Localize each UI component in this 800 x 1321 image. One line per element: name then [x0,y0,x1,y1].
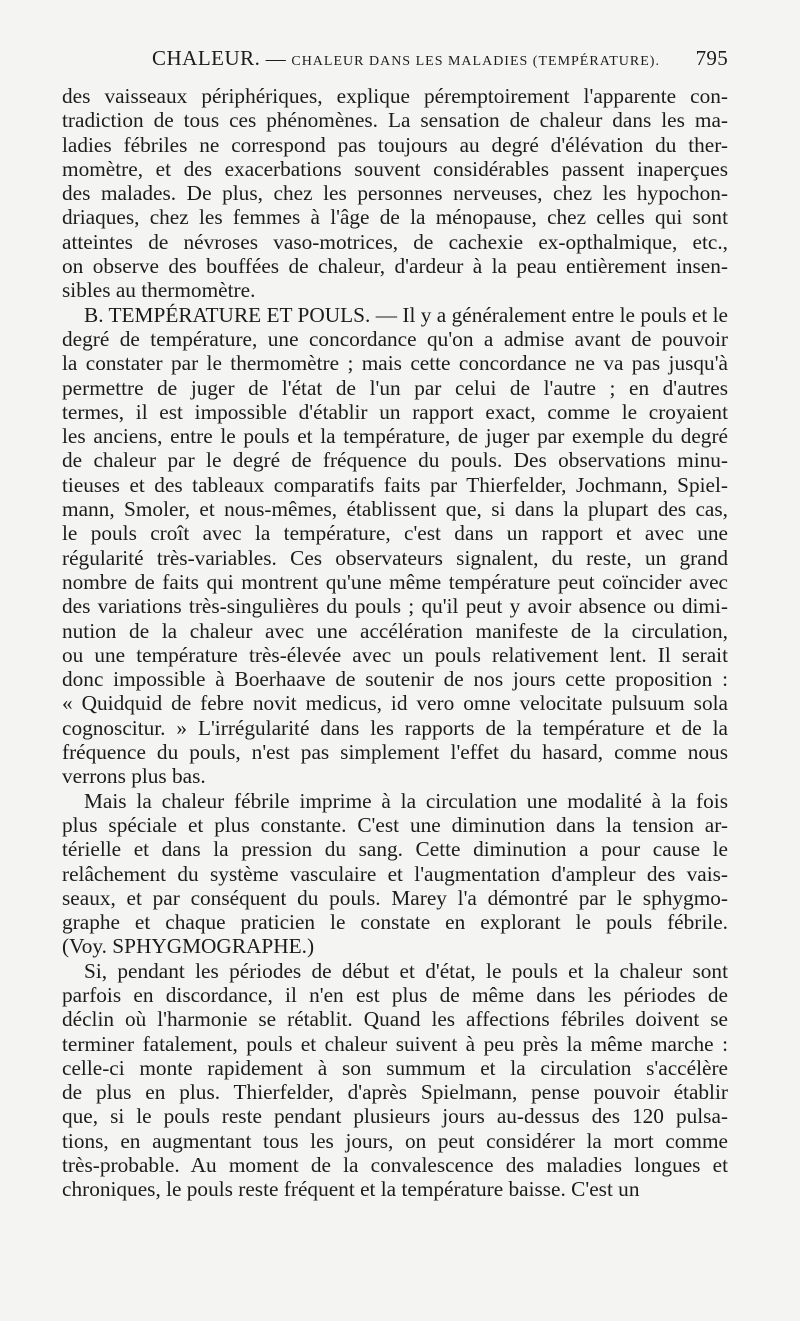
text-line: le pouls croît avec la température, c'est dans un rapport et avec une [62,521,728,546]
text-line: on observe des bouffées de chaleur, d'ardeur à la peau entièrement insen- [62,254,728,279]
text-line: nution de la chaleur avec une accélération manifeste de la circulation, [62,618,728,643]
running-title-sub: CHALEUR DANS LES MALADIES (TEMPÉRATURE). [291,54,660,69]
text-line: tradiction de tous ces phénomènes. La sensation de chaleur dans les ma- [62,108,728,133]
text-line: (Voy. SPHYGMOGRAPHE.) [62,934,315,959]
text-line: ou une température très-élevée avec un pouls relativement lent. Il serait [62,642,728,667]
text-line: les anciens, entre le pouls et la température, de juger par exemple du degré [62,424,728,449]
text-line: nombre de faits qui montrent qu'une même température peut coïncider avec [62,569,728,594]
text-line: des vaisseaux périphériques, explique péremptoirement l'apparente con- [62,84,728,108]
text-line: permettre de juger de l'état de l'un par celui de l'autre ; en d'autres [62,375,728,400]
text-line: la constater par le thermomètre ; mais cette concordance ne va pas jusqu'à [62,351,728,376]
text-line: tieuses et des tableaux comparatifs faits par Thierfelder, Jochmann, Spiel- [62,472,728,497]
text-line: graphe et chaque praticien le constate en explorant le pouls fébrile. [62,910,728,935]
text-line: de chaleur par le degré de fréquence du pouls. Des observations minu- [62,448,728,473]
text-line: ladies fébriles ne correspond pas toujours au degré d'élévation du ther- [62,132,728,157]
text-line: fréquence du pouls, n'est pas simplement l'effet du hasard, comme nous [62,740,728,765]
text-line: « Quidquid de febre novit medicus, id vero omne velocitate pulsuum sola [62,691,728,716]
text-line: Mais la chaleur fébrile imprime à la circulation une modalité à la fois [84,788,728,813]
text-line: seaux, et par conséquent du pouls. Marey l'a démontré par le sphygmo- [62,885,728,910]
running-header [62,46,728,76]
text-line: donc impossible à Boerhaave de soutenir de nos jours cette proposition : [62,667,728,692]
text-line: momètre, et des exacerbations souvent considérables passent inaperçues [62,156,728,181]
text-line: térielle et dans la pression du sang. Cette diminution a pour cause le [62,837,728,862]
text-line: mann, Smoler, et nous-mêmes, établissent que, si dans la plupart des cas, [62,497,728,522]
text-line: de plus en plus. Thierfelder, d'après Spielmann, pense pouvoir établir [62,1080,728,1105]
text-line: terminer fatalement, pouls et chaleur suivent à peu près la même marche : [62,1031,728,1056]
text-line: verrons plus bas. [62,764,206,789]
text-line: très-probable. Au moment de la convalescence des maladies longues et [62,1153,728,1178]
text-line: cognoscitur. » L'irrégularité dans les rapports de la température et de la [62,715,728,740]
running-title-main: CHALEUR. [152,46,261,70]
text-line: déclin où l'harmonie se rétablit. Quand les affections fébriles doivent se [62,1007,728,1032]
text-line: degré de température, une concordance qu'on a admise avant de pouvoir [62,326,728,351]
running-title [152,46,660,71]
text-line: parfois en discordance, il n'en est plus de même dans les périodes de [62,982,728,1007]
text-line: B. TEMPÉRATURE ET POULS. — Il y a généralement entre le pouls et le [84,302,728,327]
text-line: des variations très-singulières du pouls ; qu'il peut y avoir absence ou dimi- [62,594,728,619]
text-line: chroniques, le pouls reste fréquent et la température baisse. C'est un [62,1177,640,1202]
text-line: que, si le pouls reste pendant plusieurs jours au-dessus des 120 pulsa- [62,1104,728,1129]
text-line: tions, en augmentant tous les jours, on peut considérer la mort comme [62,1128,728,1153]
text-line: des malades. De plus, chez les personnes nerveuses, chez les hypochon- [62,181,728,206]
text-line: atteintes de névroses vaso-motrices, de cachexie ex-opthalmique, etc., [62,229,728,254]
text-line: driaques, chez les femmes à l'âge de la ménopause, chez celles qui sont [62,205,728,230]
body-text [62,84,728,1202]
text-line: sibles au thermomètre. [62,278,256,303]
page-number: 795 [695,46,728,70]
text-line: termes, il est impossible d'établir un rapport exact, comme le croyaient [62,399,728,424]
text-line: Si, pendant les périodes de début et d'état, le pouls et la chaleur sont [84,958,728,983]
text-line: régularité très-variables. Ces observateurs signalent, du reste, un grand [62,545,728,570]
text-line: relâchement du système vasculaire et l'augmentation d'ampleur des vais- [62,861,728,886]
text-line: plus spéciale et plus constante. C'est une diminution dans la tension ar- [62,812,728,837]
text-line: celle-ci monte rapidement à son summum et la circulation s'accélère [62,1055,728,1080]
running-title-separator: — [265,48,287,70]
